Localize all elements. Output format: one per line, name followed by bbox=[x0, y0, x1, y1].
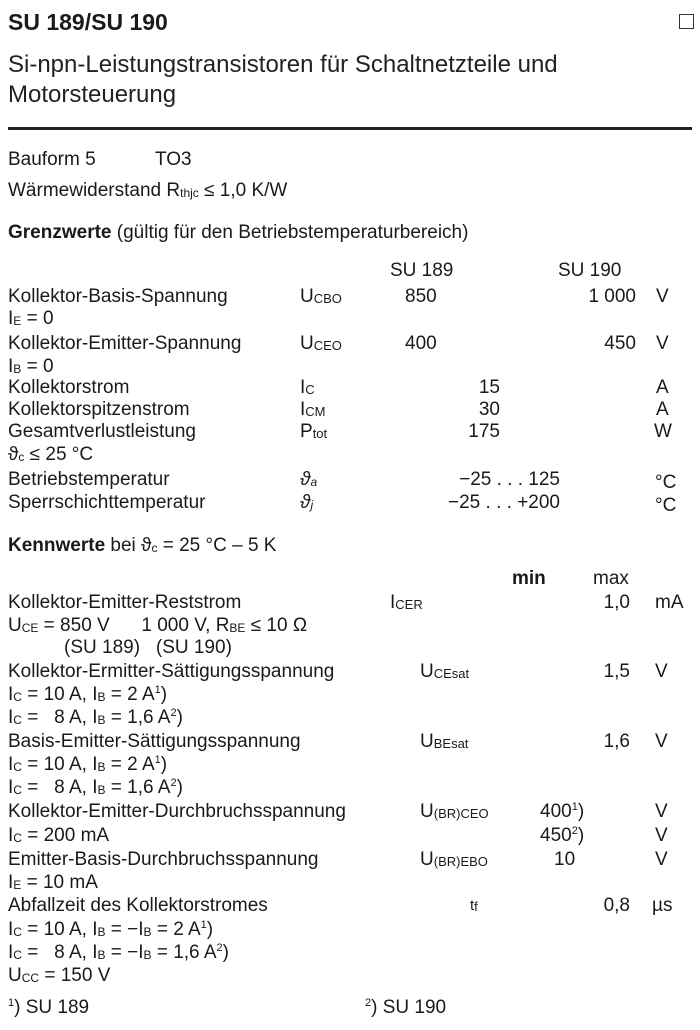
text-segment: ϑ bbox=[300, 469, 311, 490]
footnote-marker: 2 bbox=[571, 825, 578, 837]
text-segment: ≤ 25 °C bbox=[24, 444, 94, 465]
text-segment: = −I bbox=[105, 919, 144, 940]
subscript: C bbox=[13, 690, 22, 704]
subscript: a bbox=[310, 475, 318, 489]
footnote-marker: 2 bbox=[365, 997, 372, 1009]
text-segment: U bbox=[420, 661, 434, 682]
text-segment: I bbox=[8, 919, 14, 940]
char-unit: V bbox=[655, 731, 668, 752]
char-max: 0,8 bbox=[603, 895, 630, 916]
subscript: C bbox=[13, 783, 22, 797]
char-min: 10 bbox=[554, 849, 576, 870]
char-max: 1,6 bbox=[603, 731, 630, 752]
subscript: BEsat bbox=[433, 736, 469, 751]
text-segment: = 10 A, I bbox=[21, 754, 98, 775]
subscript: B bbox=[97, 690, 106, 704]
text-segment: I bbox=[8, 825, 14, 846]
text-segment: = 0 bbox=[21, 308, 54, 329]
bauform-label: Bauform 5 bbox=[8, 149, 96, 170]
char-symbol bbox=[420, 849, 488, 871]
char-name: Basis-Emitter-Sättigungsspannung bbox=[8, 731, 301, 752]
limit-unit: A bbox=[656, 377, 669, 398]
limit-name: Kollektor-Basis-Spannung bbox=[8, 286, 228, 307]
subscript: BE bbox=[229, 621, 246, 635]
text-segment: = 850 V 1 000 V, R bbox=[38, 615, 230, 636]
subscript: B bbox=[97, 760, 106, 774]
char-condition bbox=[8, 942, 229, 964]
limit-name: Kollektorstrom bbox=[8, 377, 130, 398]
text-segment: I bbox=[8, 872, 14, 893]
limit-symbol bbox=[300, 399, 326, 421]
limit-value-su190: 1 000 bbox=[588, 286, 636, 307]
text-segment: ) bbox=[176, 777, 183, 798]
text-segment: = 150 V bbox=[39, 965, 111, 986]
char-name: Kollektor-Emitter-Durchbruchsspannung bbox=[8, 801, 346, 822]
text-segment: = −I bbox=[105, 942, 144, 963]
text-segment: = 8 A, I bbox=[21, 777, 98, 798]
text-segment: U bbox=[300, 286, 314, 307]
subscript: C bbox=[13, 831, 22, 845]
limit-unit: °C bbox=[655, 472, 677, 493]
subscript: CEsat bbox=[433, 666, 470, 681]
subscript: C bbox=[13, 760, 22, 774]
text-segment: ) bbox=[176, 707, 183, 728]
text-segment: I bbox=[8, 942, 14, 963]
subscript: CC bbox=[21, 971, 40, 985]
text-segment: ) bbox=[160, 754, 168, 775]
text-segment: = 2 A bbox=[105, 684, 155, 705]
subscript: CBO bbox=[313, 291, 342, 306]
text-segment: ) bbox=[577, 825, 585, 846]
col-su189: SU 189 bbox=[390, 260, 454, 281]
char-unit: µs bbox=[652, 895, 673, 916]
char-condition bbox=[8, 777, 183, 799]
text-segment: = 8 A, I bbox=[21, 942, 98, 963]
text-segment: = 1,6 A bbox=[151, 942, 217, 963]
text-segment: I bbox=[300, 399, 306, 420]
text-segment: = 0 bbox=[21, 356, 54, 377]
characteristics-heading-text: Kennwerte bbox=[8, 535, 106, 556]
char-unit: V bbox=[655, 661, 668, 682]
limits-heading bbox=[8, 222, 468, 244]
subscript: CM bbox=[305, 404, 326, 419]
char-min bbox=[540, 801, 584, 823]
footnote-marker: 1 bbox=[154, 754, 161, 766]
footnote-marker: 1 bbox=[8, 997, 15, 1009]
text-segment: U bbox=[420, 731, 434, 752]
text-segment: = 25 °C – 5 K bbox=[157, 535, 277, 556]
text-segment: = 2 A bbox=[151, 919, 201, 940]
text-segment: Wärmewiderstand R bbox=[8, 180, 181, 201]
footnote-2 bbox=[365, 997, 446, 1019]
char-condition bbox=[8, 872, 98, 894]
limits-heading-text: Grenzwerte bbox=[8, 222, 112, 243]
char-unit: mA bbox=[655, 592, 684, 613]
subscript: CER bbox=[395, 597, 423, 612]
char-condition bbox=[8, 754, 167, 776]
char-unit: V bbox=[655, 849, 668, 870]
text-segment: I bbox=[8, 684, 14, 705]
limit-symbol bbox=[300, 469, 317, 491]
subscript: C bbox=[13, 948, 22, 962]
char-condition bbox=[8, 965, 110, 987]
text-segment: U bbox=[420, 849, 434, 870]
text-segment: U bbox=[300, 333, 314, 354]
limit-name: Betriebstemperatur bbox=[8, 469, 170, 490]
divider bbox=[8, 127, 692, 130]
text-segment: t bbox=[470, 897, 475, 914]
text-segment: = 8 A, I bbox=[21, 707, 98, 728]
limit-symbol bbox=[300, 333, 342, 355]
subscript: CEO bbox=[313, 338, 342, 353]
limit-condition bbox=[8, 308, 54, 330]
footnote-marker: 1 bbox=[200, 919, 207, 931]
col-su190: SU 190 bbox=[558, 260, 622, 281]
subscript: CE bbox=[21, 621, 39, 635]
limit-value-su190: 450 bbox=[604, 333, 636, 354]
limits-note: (gültig für den Betriebstemperaturbereich) bbox=[111, 222, 469, 243]
footnote-marker: 1 bbox=[154, 684, 161, 696]
char-symbol bbox=[390, 592, 423, 614]
footnote-marker: 1 bbox=[571, 801, 578, 813]
char-name: Abfallzeit des Kollektorstromes bbox=[8, 895, 268, 916]
text-segment: 400 bbox=[540, 801, 572, 822]
text-segment: I bbox=[390, 592, 396, 613]
subscript: j bbox=[310, 498, 314, 512]
char-condition bbox=[8, 825, 109, 847]
limit-symbol bbox=[300, 421, 327, 443]
subscript: (BR)EBO bbox=[433, 854, 488, 869]
document-title: SU 189/SU 190 bbox=[8, 9, 168, 35]
subtitle-line-1: Si-npn-Leistungstransistoren für Schaltnetzteile und bbox=[8, 51, 558, 78]
subscript: c bbox=[151, 541, 158, 555]
char-condition bbox=[8, 707, 183, 729]
char-unit: V bbox=[655, 825, 668, 846]
char-symbol bbox=[420, 731, 468, 753]
limit-value-su189: 400 bbox=[405, 333, 437, 354]
subscript: C bbox=[13, 925, 22, 939]
case-type: TO3 bbox=[155, 149, 192, 170]
max-header: max bbox=[593, 568, 629, 589]
limit-name: Gesamtverlustleistung bbox=[8, 421, 196, 442]
subscript: B bbox=[13, 362, 22, 376]
limit-value: 175 bbox=[468, 421, 500, 442]
char-max: 1,0 bbox=[603, 592, 630, 613]
subscript: E bbox=[13, 314, 22, 328]
text-segment: I bbox=[8, 777, 14, 798]
char-min bbox=[540, 825, 584, 847]
text-segment: I bbox=[8, 308, 14, 329]
min-header: min bbox=[512, 568, 546, 589]
limit-unit: V bbox=[656, 333, 669, 354]
text-segment: P bbox=[300, 421, 313, 442]
limit-condition bbox=[8, 444, 93, 466]
subscript: thjc bbox=[180, 186, 199, 200]
subscript: B bbox=[97, 925, 106, 939]
text-segment: = 10 A, I bbox=[21, 919, 98, 940]
footnote-1 bbox=[8, 997, 89, 1019]
subscript: B bbox=[143, 948, 152, 962]
char-symbol bbox=[420, 661, 469, 683]
subscript: c bbox=[18, 450, 25, 464]
text-segment: 450 bbox=[540, 825, 572, 846]
text-segment: U bbox=[8, 615, 22, 636]
char-condition: (SU 189) (SU 190) bbox=[64, 637, 232, 658]
char-unit: V bbox=[655, 801, 668, 822]
text-segment: I bbox=[8, 356, 14, 377]
footnote-marker: 2 bbox=[170, 777, 177, 789]
subtitle-line-2: Motorsteuerung bbox=[8, 81, 177, 108]
text-segment: ) bbox=[160, 684, 168, 705]
char-max: 1,5 bbox=[603, 661, 630, 682]
char-condition bbox=[8, 919, 213, 941]
text-segment: ) bbox=[577, 801, 585, 822]
text-segment: ) bbox=[206, 919, 214, 940]
subscript: tot bbox=[312, 426, 328, 441]
text-segment: = 10 A, I bbox=[21, 684, 98, 705]
text-segment: I bbox=[8, 707, 14, 728]
text-segment: I bbox=[300, 377, 306, 398]
limit-unit: A bbox=[656, 399, 669, 420]
limit-name: Kollektor-Emitter-Spannung bbox=[8, 333, 242, 354]
text-segment: bei ϑ bbox=[105, 535, 152, 556]
text-segment: ) SU 189 bbox=[14, 997, 90, 1018]
text-segment: U bbox=[8, 965, 22, 986]
text-segment: U bbox=[420, 801, 434, 822]
limit-symbol bbox=[300, 492, 313, 514]
limit-unit: V bbox=[656, 286, 669, 307]
limit-symbol bbox=[300, 286, 342, 308]
footnote-marker: 2 bbox=[216, 942, 223, 954]
text-segment: ϑ bbox=[300, 492, 311, 513]
limit-name: Sperrschichttemperatur bbox=[8, 492, 206, 513]
text-segment: = 1,6 A bbox=[105, 707, 171, 728]
text-segment: ϑ bbox=[8, 444, 19, 465]
char-symbol bbox=[420, 801, 489, 823]
text-segment: = 200 mA bbox=[21, 825, 110, 846]
char-name: Emitter-Basis-Durchbruchsspannung bbox=[8, 849, 319, 870]
limit-unit: °C bbox=[655, 495, 677, 516]
text-segment: = 10 mA bbox=[21, 872, 98, 893]
subscript: B bbox=[97, 783, 106, 797]
text-segment: ) SU 190 bbox=[371, 997, 447, 1018]
subscript: E bbox=[13, 878, 22, 892]
text-segment: ) bbox=[222, 942, 229, 963]
characteristics-heading bbox=[8, 535, 276, 557]
subscript: (BR)CEO bbox=[433, 806, 489, 821]
subscript: C bbox=[13, 713, 22, 727]
char-symbol bbox=[470, 895, 478, 917]
limit-value: 15 bbox=[478, 377, 500, 398]
limit-value: −25 . . . 125 bbox=[459, 469, 560, 490]
char-condition bbox=[8, 615, 307, 637]
limit-value: −25 . . . +200 bbox=[448, 492, 560, 513]
subscript: B bbox=[143, 925, 152, 939]
text-segment: = 1,6 A bbox=[105, 777, 171, 798]
text-segment: = 2 A bbox=[105, 754, 155, 775]
limit-unit: W bbox=[654, 421, 672, 442]
text-segment: I bbox=[8, 754, 14, 775]
subscript: f bbox=[474, 899, 478, 914]
limit-value-su189: 850 bbox=[405, 286, 437, 307]
limit-symbol bbox=[300, 377, 315, 399]
char-name: Kollektor-Ermitter-Sättigungsspannung bbox=[8, 661, 335, 682]
thermal-resistance bbox=[8, 180, 287, 202]
char-name: Kollektor-Emitter-Reststrom bbox=[8, 592, 242, 613]
checkbox-square bbox=[679, 14, 694, 29]
text-segment: ≤ 1,0 K/W bbox=[198, 180, 288, 201]
subscript: B bbox=[97, 948, 106, 962]
subscript: B bbox=[97, 713, 106, 727]
limit-value: 30 bbox=[478, 399, 500, 420]
limit-name: Kollektorspitzenstrom bbox=[8, 399, 190, 420]
text-segment: ≤ 10 Ω bbox=[245, 615, 308, 636]
char-condition bbox=[8, 684, 167, 706]
footnote-marker: 2 bbox=[170, 707, 177, 719]
characteristics-note bbox=[105, 535, 276, 556]
limit-condition bbox=[8, 356, 54, 378]
subscript: C bbox=[305, 382, 315, 397]
